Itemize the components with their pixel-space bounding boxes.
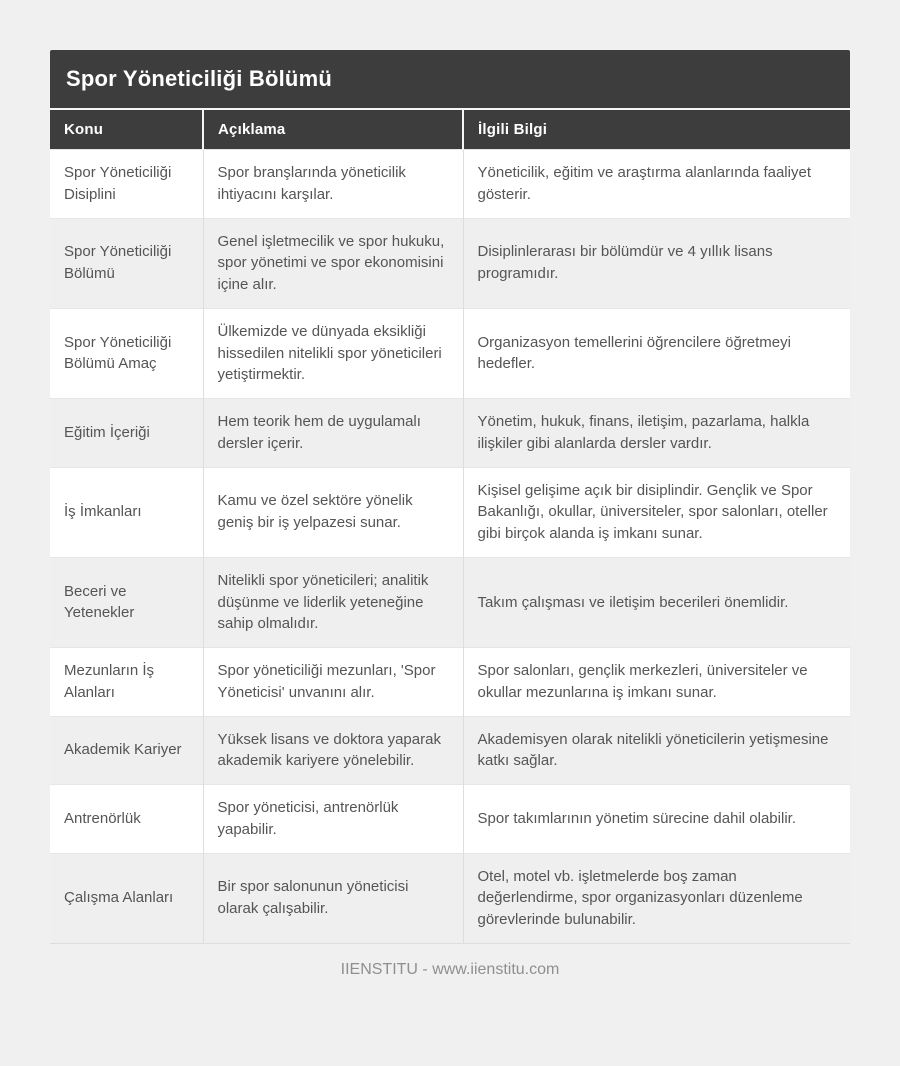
table-body — [50, 150, 850, 944]
cell-aciklama: Hem teorik hem de uygulamalı dersler içerir. — [203, 399, 463, 468]
table-row — [50, 467, 850, 557]
cell-ilgili-bilgi: Spor takımlarının yönetim sürecine dahil olabilir. — [463, 785, 850, 854]
cell-konu: Çalışma Alanları — [50, 853, 203, 943]
table-row — [50, 218, 850, 308]
page-title: Spor Yöneticiliği Bölümü — [50, 50, 850, 108]
cell-aciklama: Kamu ve özel sektöre yönelik geniş bir iş yelpazesi sunar. — [203, 467, 463, 557]
cell-konu: İş İmkanları — [50, 467, 203, 557]
table-row — [50, 308, 850, 398]
cell-ilgili-bilgi: Yöneticilik, eğitim ve araştırma alanlarında faaliyet gösterir. — [463, 150, 850, 219]
cell-konu: Eğitim İçeriği — [50, 399, 203, 468]
cell-aciklama: Nitelikli spor yöneticileri; analitik düşünme ve liderlik yeteneğine sahip olmalıdır. — [203, 557, 463, 647]
column-header-aciklama: Açıklama — [203, 109, 463, 150]
cell-ilgili-bilgi: Organizasyon temellerini öğrencilere öğretmeyi hedefler. — [463, 308, 850, 398]
cell-aciklama: Spor branşlarında yöneticilik ihtiyacını karşılar. — [203, 150, 463, 219]
cell-aciklama: Ülkemizde ve dünyada eksikliği hissedilen nitelikli spor yöneticileri yetiştirmektir. — [203, 308, 463, 398]
cell-ilgili-bilgi: Otel, motel vb. işletmelerde boş zaman değerlendirme, spor organizasyonları düzenleme görevlerinde bulunabilir. — [463, 853, 850, 943]
cell-konu: Mezunların İş Alanları — [50, 648, 203, 717]
cell-konu: Spor Yöneticiliği Disiplini — [50, 150, 203, 219]
table-row — [50, 853, 850, 943]
cell-konu: Akademik Kariyer — [50, 716, 203, 785]
cell-aciklama: Genel işletmecilik ve spor hukuku, spor yönetimi ve spor ekonomisini içine alır. — [203, 218, 463, 308]
cell-ilgili-bilgi: Kişisel gelişime açık bir disiplindir. Gençlik ve Spor Bakanlığı, okullar, üniversiteler, spor salonları, oteller gibi birçok alanda iş imkanı sunar. — [463, 467, 850, 557]
department-info-card — [50, 50, 850, 944]
table-row — [50, 399, 850, 468]
table-row — [50, 785, 850, 854]
department-info-table — [50, 108, 850, 944]
cell-konu: Spor Yöneticiliği Bölümü — [50, 218, 203, 308]
cell-konu: Spor Yöneticiliği Bölümü Amaç — [50, 308, 203, 398]
cell-ilgili-bilgi: Spor salonları, gençlik merkezleri, üniversiteler ve okullar mezunlarına iş imkanı sunar. — [463, 648, 850, 717]
cell-ilgili-bilgi: Yönetim, hukuk, finans, iletişim, pazarlama, halkla ilişkiler gibi alanlarda dersler vardır. — [463, 399, 850, 468]
table-header — [50, 109, 850, 150]
cell-konu: Antrenörlük — [50, 785, 203, 854]
table-row — [50, 150, 850, 219]
table-row — [50, 648, 850, 717]
table-row — [50, 557, 850, 647]
column-header-konu: Konu — [50, 109, 203, 150]
column-header-ilgili-bilgi: İlgili Bilgi — [463, 109, 850, 150]
cell-ilgili-bilgi: Takım çalışması ve iletişim becerileri önemlidir. — [463, 557, 850, 647]
cell-ilgili-bilgi: Akademisyen olarak nitelikli yöneticilerin yetişmesine katkı sağlar. — [463, 716, 850, 785]
table-row — [50, 716, 850, 785]
cell-aciklama: Spor yöneticiliği mezunları, 'Spor Yöneticisi' unvanını alır. — [203, 648, 463, 717]
cell-aciklama: Spor yöneticisi, antrenörlük yapabilir. — [203, 785, 463, 854]
footer-branding: IIENSTITU - www.iienstitu.com — [340, 960, 560, 978]
cell-aciklama: Yüksek lisans ve doktora yaparak akademik kariyere yönelebilir. — [203, 716, 463, 785]
cell-ilgili-bilgi: Disiplinlerarası bir bölümdür ve 4 yıllık lisans programıdır. — [463, 218, 850, 308]
cell-aciklama: Bir spor salonunun yöneticisi olarak çalışabilir. — [203, 853, 463, 943]
cell-konu: Beceri ve Yetenekler — [50, 557, 203, 647]
